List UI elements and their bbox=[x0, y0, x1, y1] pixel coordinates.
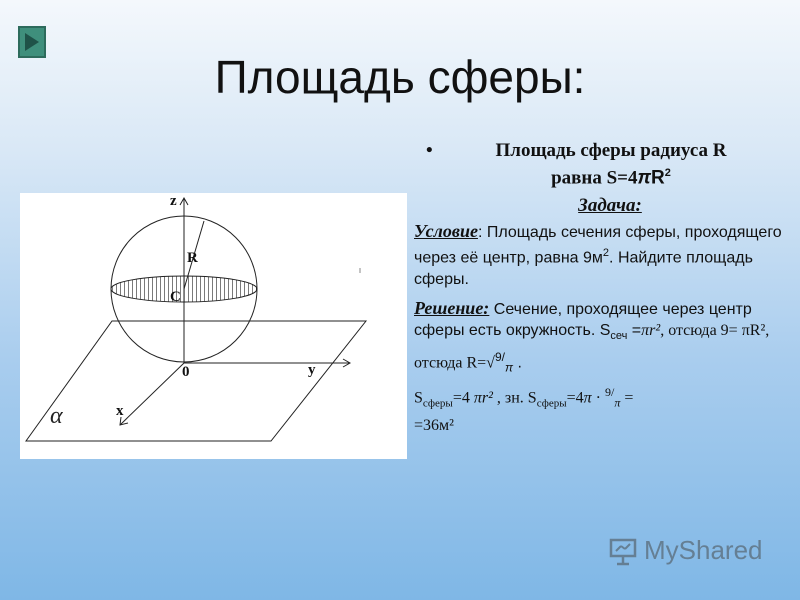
page-title: Площадь сферы: bbox=[214, 51, 586, 103]
condition-label: Условие bbox=[414, 221, 478, 242]
solution-label: Решение: bbox=[414, 297, 490, 318]
task-heading: Задача: bbox=[578, 195, 642, 217]
plane bbox=[26, 321, 366, 441]
text-panel bbox=[414, 140, 784, 436]
presentation-board-icon bbox=[608, 536, 638, 566]
y-label: y bbox=[308, 362, 316, 378]
x-label: x bbox=[116, 403, 124, 419]
watermark bbox=[608, 535, 763, 566]
plane-label: α bbox=[50, 403, 63, 429]
x-axis bbox=[120, 363, 184, 425]
origin-label: 0 bbox=[182, 364, 190, 380]
sphere-area-statement: • Площадь сферы радиуса R равна $S=4\pi R^2$ bbox=[426, 140, 727, 189]
solution-paragraph: Решение: Сечение, проходящее через центр сферы есть окружность. $S_{сеч} =\pi r^2$, отсюда 9= πR², отсюда R=√$^{9/}_\pi$ . bbox=[414, 297, 770, 375]
z-label: z bbox=[170, 193, 177, 209]
play-icon bbox=[23, 32, 41, 52]
condition-paragraph: Условие: Площадь сечения сферы, проходящего через её центр, равна $9м^2$. Найдите площадь сферы. bbox=[414, 221, 782, 288]
center-label: C bbox=[170, 289, 181, 305]
final-formula: $S_{сферы}=4$ πr² , зн. $S_{сферы}=4\pi \cdot ^{9/}_\pi$ = =36м² bbox=[414, 385, 634, 434]
radius-label: R bbox=[187, 250, 198, 266]
watermark-text: MyShared bbox=[644, 535, 763, 565]
sphere-figure bbox=[20, 193, 407, 459]
